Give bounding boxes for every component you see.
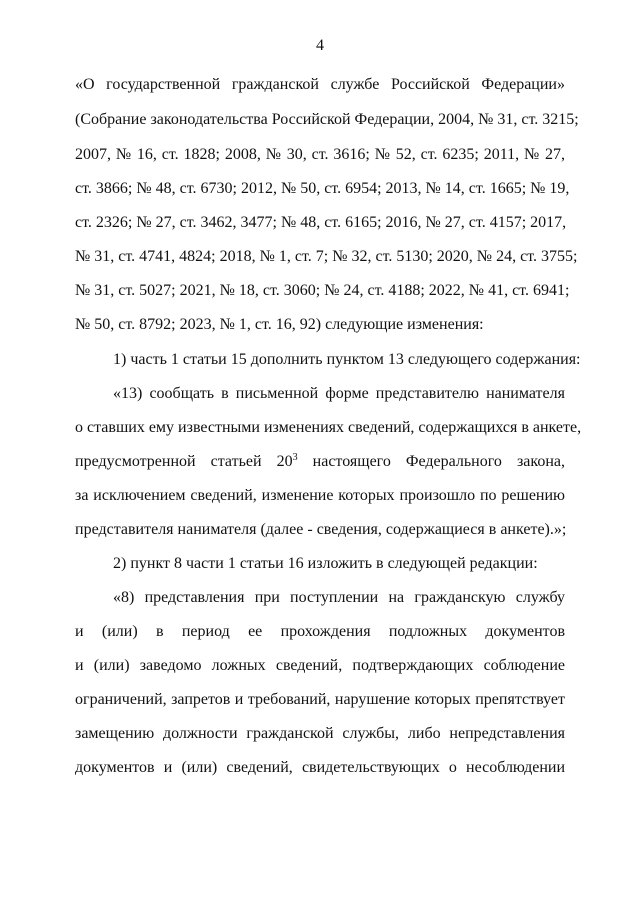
text-line: за исключением сведений, изменение которых произошло по решению — [75, 487, 565, 504]
text-segment: настоящего Федерального закона, — [297, 453, 565, 470]
text-line: о ставших ему известными изменениях сведений, содержащихся в анкете, — [75, 419, 582, 436]
text-line-with-superscript — [75, 452, 565, 472]
text-line: № 31, ст. 5027; 2021, № 18, ст. 3060; № 24, ст. 4188; 2022, № 41, ст. 6941; — [75, 282, 570, 299]
text-line: замещению должности гражданской службы, либо непредставления — [75, 725, 565, 742]
page-number: 4 — [316, 37, 324, 54]
text-line: «О государственной гражданской службе Российской Федерации» — [75, 76, 565, 93]
text-line: ст. 3866; № 48, ст. 6730; 2012, № 50, ст. 6954; 2013, № 14, ст. 1665; № 19, — [75, 180, 570, 197]
text-line: и (или) в период ее прохождения подложных документов — [75, 623, 565, 640]
quote-item-13: «13) сообщать в письменной форме представителю нанимателя — [113, 385, 565, 402]
text-line: представителя нанимателя (далее - сведения, содержащиеся в анкете).»; — [75, 521, 567, 538]
text-line: и (или) заведомо ложных сведений, подтверждающих соблюдение — [75, 657, 565, 674]
text-line: 2007, № 16, ст. 1828; 2008, № 30, ст. 3616; № 52, ст. 6235; 2011, № 27, — [75, 146, 565, 163]
text-line: (Собрание законодательства Российской Федерации, 2004, № 31, ст. 3215; — [75, 111, 579, 128]
superscript: 3 — [292, 452, 298, 463]
list-item-2-heading: 2) пункт 8 части 1 статьи 16 изложить в следующей редакции: — [113, 555, 538, 572]
text-segment: предусмотренной статьей 20 — [75, 453, 293, 470]
text-line: № 50, ст. 8792; 2023, № 1, ст. 16, 92) следующие изменения: — [75, 316, 484, 333]
quote-item-8: «8) представления при поступлении на гражданскую службу — [113, 589, 565, 606]
text-line: ст. 2326; № 27, ст. 3462, 3477; № 48, ст. 6165; 2016, № 27, ст. 4157; 2017, — [75, 214, 567, 231]
text-line: ограничений, запретов и требований, нарушение которых препятствует — [75, 691, 565, 708]
text-line: документов и (или) сведений, свидетельствующих о несоблюдении — [75, 759, 565, 776]
list-item-1-heading: 1) часть 1 статьи 15 дополнить пунктом 13 следующего содержания: — [113, 351, 581, 368]
text-line: № 31, ст. 4741, 4824; 2018, № 1, ст. 7; № 32, ст. 5130; 2020, № 24, ст. 3755; — [75, 248, 578, 265]
